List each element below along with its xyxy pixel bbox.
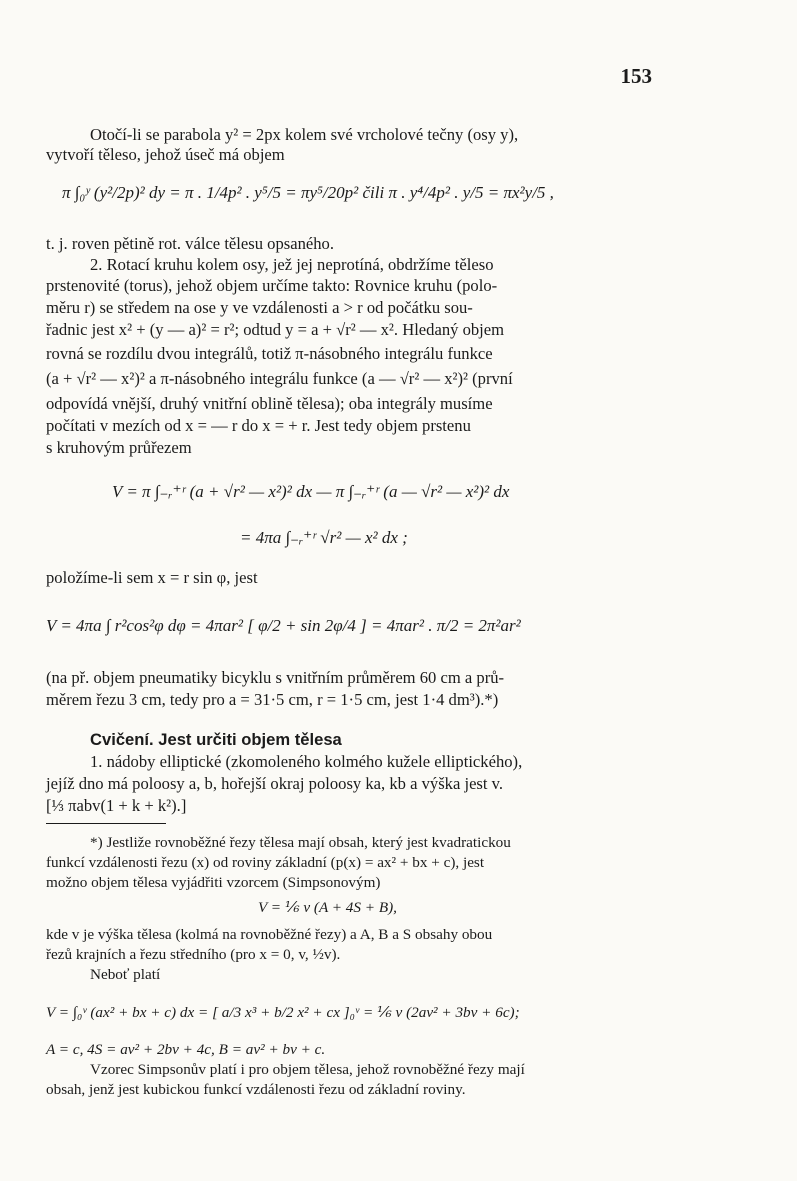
page-number: 153 (620, 64, 652, 88)
footnote-line: Neboť platí (90, 966, 161, 983)
footnote-line: řezů krajních a řezu středního (pro x = 0, v, ½v). (46, 946, 341, 963)
body-line: 1. nádoby elliptické (zkomoleného kolmého kužele elliptického), (90, 752, 523, 771)
body-line: řadnic jest x² + (y — a)² = r²; odtud y = a + √r² — x². Hledaný objem (46, 320, 505, 339)
body-line: [⅓ πabv(1 + k + k²).] (46, 796, 187, 815)
footnote-line: obsah, jenž jest kubickou funkcí vzdálenosti řezu od základní roviny. (46, 1081, 466, 1098)
equation-torus-simplified: = 4πa ∫₋ᵣ⁺ʳ √r² — x² dx ; (240, 528, 408, 547)
body-line: prstenovité (torus), jehož objem určíme takto: Rovnice kruhu (polo- (46, 276, 498, 295)
footnote-line: kde v je výška tělesa (kolmá na rovnoběžné řezy) a A, B a S obsahy obou (46, 926, 493, 943)
body-line: odpovídá vnější, druhý vnitřní oblině tělesa); oba integrály musíme (46, 394, 493, 413)
body-line: vytvoří těleso, jehož úseč má objem (46, 145, 285, 164)
body-line: 2. Rotací kruhu kolem osy, jež jej neprotíná, obdržíme těleso (90, 255, 494, 274)
footnote-separator (46, 823, 166, 824)
body-line: počítati v mezích od x = — r do x = + r. Jest tedy objem prstenu (46, 416, 471, 435)
exercise-heading: Cvičení. Jest určiti objem tělesa (90, 730, 342, 749)
body-line: položíme-li sem x = r sin φ, jest (46, 568, 258, 587)
footnote-formula: V = ⅙ v (A + 4S + B), (258, 899, 397, 916)
equation-torus-volume: V = π ∫₋ᵣ⁺ʳ (a + √r² — x²)² dx — π ∫₋ᵣ⁺ʳ (a — √r² — x²)² dx (112, 482, 510, 501)
footnote-line: Vzorec Simpsonův platí i pro objem tělesa, jehož rovnoběžné řezy mají (90, 1061, 525, 1078)
body-line: rovná se rozdílu dvou integrálů, totiž π-násobného integrálu funkce (46, 344, 493, 363)
footnote-line: možno objem tělesa vyjádřiti vzorcem (Simpsonovým) (46, 874, 381, 891)
body-line: (a + √r² — x²)² a π-násobného integrálu funkce (a — √r² — x²)² (první (46, 369, 513, 388)
body-line: měrem řezu 3 cm, tedy pro a = 31·5 cm, r = 1·5 cm, jest 1·4 dm³).*) (46, 690, 499, 709)
body-line: s kruhovým průřezem (46, 438, 192, 457)
body-line: jejíž dno má poloosy a, b, hořejší okraj poloosy ka, kb a výška jest v. (46, 774, 504, 793)
body-line: t. j. roven pětině rot. válce tělesu opsaného. (46, 234, 334, 253)
equation-parabola-volume: π ∫₀ʸ (y²/2p)² dy = π . 1/4p² . y⁵/5 = πy⁵/20p² čili π . y⁴/4p² . y/5 = πx²y/5 , (62, 183, 554, 202)
footnote-formula: V = ∫₀ᵛ (ax² + bx + c) dx = [ a/3 x³ + b/2 x² + cx ]₀ᵛ = ⅙ v (2av² + 3bv + 6c); (46, 1004, 520, 1021)
body-line: měru r) se středem na ose y ve vzdálenosti a > r od počátku sou- (46, 298, 473, 317)
body-line: Otočí-li se parabola y² = 2px kolem své vrcholové tečny (osy y), (90, 125, 519, 144)
footnote-line: funkcí vzdálenosti řezu (x) od roviny základní (p(x) = ax² + bx + c), jest (46, 854, 485, 871)
footnote-line: *) Jestliže rovnoběžné řezy tělesa mají obsah, který jest kvadratickou (90, 834, 511, 851)
equation-substitution: V = 4πa ∫ r²cos²φ dφ = 4πar² [ φ/2 + sin 2φ/4 ] = 4πar² . π/2 = 2π²ar² (46, 616, 521, 635)
footnote-formula: A = c, 4S = av² + 2bv + 4c, B = av² + bv + c. (46, 1041, 326, 1058)
body-line: (na př. objem pneumatiky bicyklu s vnitřním průměrem 60 cm a prů- (46, 668, 505, 687)
